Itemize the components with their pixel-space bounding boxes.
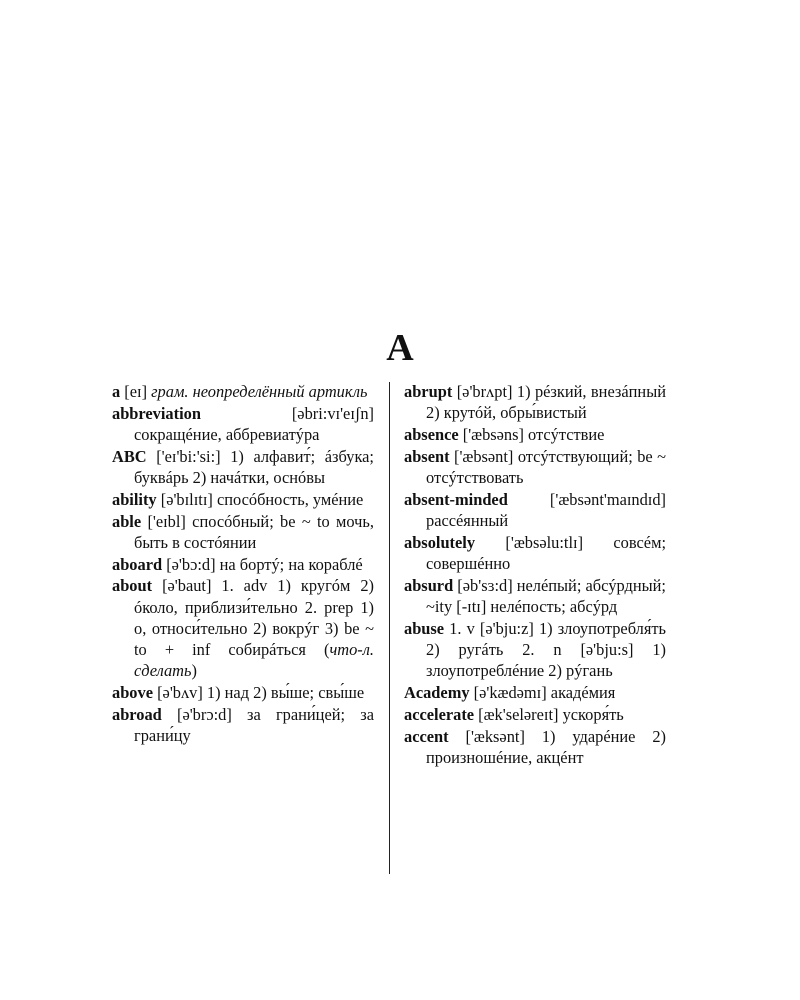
- entry-text: [ə'kædəmɪ] акадéмия: [469, 683, 616, 702]
- dictionary-entry: [404, 618, 666, 682]
- headword: accelerate: [404, 704, 475, 724]
- section-letter: A: [386, 327, 414, 369]
- dictionary-entry: [404, 704, 666, 725]
- entry-text: [ə'brɔ:d] за грани́цей; за грани́цу: [134, 704, 374, 745]
- entry-text: [əbri:vɪ'eɪʃn] сокращéние, аббревиатýра: [134, 403, 374, 444]
- headword: Academy: [404, 683, 470, 702]
- column-divider: [389, 382, 390, 874]
- dictionary-entry: [404, 532, 666, 574]
- entry-text: ['æbsənt] отсýтствующий; be ~ отсýтствовать: [426, 446, 666, 487]
- headword: abuse: [404, 618, 445, 638]
- headword: ABC: [112, 446, 147, 466]
- entry-italic: грам. неопределённый артикль: [151, 382, 368, 401]
- dictionary-entry: [112, 704, 374, 746]
- headword: accent: [404, 726, 449, 746]
- dictionary-entry: [404, 446, 666, 488]
- dictionary-entry: [112, 575, 374, 681]
- dictionary-entry: [112, 446, 374, 488]
- dictionary-column-right: [404, 381, 666, 769]
- dictionary-entry: [112, 554, 374, 575]
- dictionary-entry: [112, 403, 374, 445]
- headword: ability: [112, 489, 157, 509]
- headword: absent-minded: [404, 489, 508, 509]
- dictionary-entry: [404, 575, 666, 617]
- entry-text: ['æbsəns] отсýтствие: [458, 425, 605, 444]
- headword: abbreviation: [112, 403, 201, 423]
- headword: absence: [404, 425, 459, 444]
- entry-text: [ə'baut] 1. adv 1) кругóм 2) óколо, приблизи́тельно 2. prep 1) о, относи́тельно 2) вокрýг 3) be ~ to + inf собирáться (: [134, 576, 374, 659]
- headword: about: [112, 576, 153, 596]
- entry-text: [ə'bɔ:d] на бортý; на кораблé: [162, 554, 363, 574]
- headword: absolutely: [404, 532, 476, 552]
- dictionary-entry: [404, 381, 666, 423]
- headword: above: [112, 683, 153, 702]
- entry-italic: что-л. сделать: [134, 640, 374, 681]
- headword: absurd: [404, 575, 454, 595]
- entry-text: ['æbsəlu:tlɪ] совсéм; совершéнно: [426, 532, 666, 573]
- entry-text: [eɪ]: [120, 382, 152, 401]
- entry-text: [æk'seləreɪt] ускоря́ть: [474, 704, 624, 724]
- dictionary-entry: [112, 682, 374, 703]
- headword: aboard: [112, 554, 163, 574]
- entry-rest: ): [191, 661, 197, 681]
- entry-text: [ə'bʌv] 1) над 2) вы́ше; свы́ше: [152, 683, 365, 702]
- dictionary-column-left: [112, 381, 374, 747]
- entry-text: ['eɪ'bi:'si:] 1) алфавит́; áзбука; буквáрь 2) начáтки, оснóвы: [134, 446, 374, 487]
- headword: abrupt: [404, 382, 453, 401]
- entry-text: [ə'brʌpt] 1) рéзкий, внезáпный 2) крутóй, обры́вистый: [426, 382, 666, 423]
- entry-text: ['æksənt] 1) ударéние 2) произношéние, акцéнт: [426, 726, 666, 767]
- headword: a: [112, 382, 121, 401]
- dictionary-entry: [112, 511, 374, 553]
- entry-text: [ə'bɪlɪtɪ] спосóбность, умéние: [156, 489, 364, 509]
- entry-text: 1. v [ə'bju:z] 1) злоупотребля́ть 2) ругáть 2. n [ə'bju:s] 1) злоупотреблéние 2) рýгань: [426, 618, 666, 681]
- dictionary-entry: [404, 424, 666, 445]
- headword: able: [112, 511, 142, 531]
- dictionary-entry: [404, 489, 666, 531]
- entry-text: ['æbsənt'maɪndɪd] рассéянный: [426, 489, 666, 530]
- headword: abroad: [112, 704, 162, 724]
- dictionary-entry: [404, 682, 666, 703]
- entry-text: [əb'sɜ:d] нелéпый; абсýрдный; ~ity [-ɪtɪ] нелéпость; абсýрд: [426, 575, 666, 616]
- entry-text: ['eɪbl] спосóбный; be ~ to мочь, быть в состóянии: [134, 511, 374, 552]
- dictionary-entry: [404, 726, 666, 768]
- headword: absent: [404, 446, 450, 466]
- dictionary-entry: [112, 489, 374, 510]
- dictionary-entry: [112, 381, 374, 402]
